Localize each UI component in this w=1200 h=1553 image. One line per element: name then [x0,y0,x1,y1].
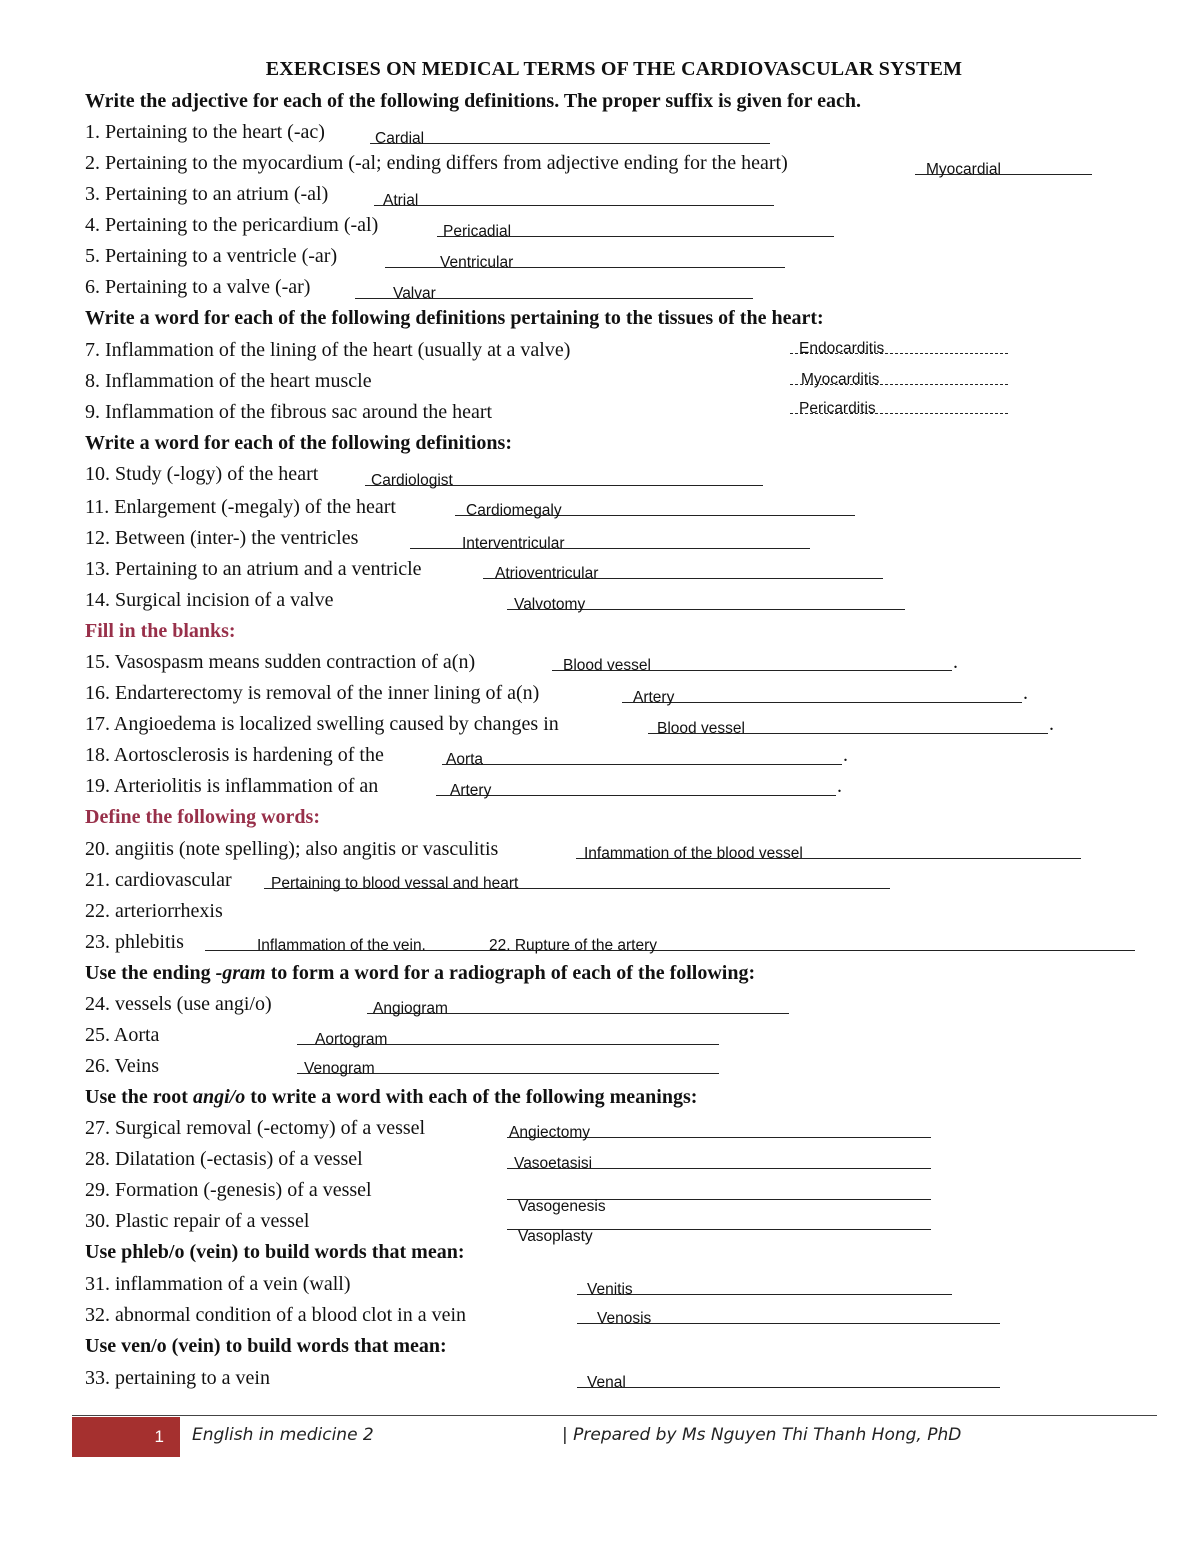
question-3: 3. Pertaining to an atrium (-al) [85,183,329,205]
question-5: 5. Pertaining to a ventricle (-ar) [85,245,338,267]
answer-18[interactable]: Aorta [446,751,484,768]
answer-21[interactable]: Pertaining to blood vessal and heart [271,875,519,892]
answer-27[interactable]: Angiectomy [509,1124,590,1141]
answer-line-1[interactable] [370,143,770,144]
heading-part: to write a word with each of the following meanings: [245,1086,698,1108]
period-16: . [1023,682,1028,704]
section-heading-gram [85,962,755,985]
question-11: 11. Enlargement (-megaly) of the heart [85,496,396,518]
answer-line-19[interactable] [436,795,836,796]
question-22: 22. arteriorrhexis [85,900,223,922]
question-33: 33. pertaining to a vein [85,1367,270,1389]
answer-12[interactable]: Interventricular [462,535,565,552]
answer-line-18[interactable] [442,764,842,765]
question-17: 17. Angioedema is localized swelling caused by changes in [85,713,559,735]
answer-15[interactable]: Blood vessel [563,657,651,674]
question-13: 13. Pertaining to an atrium and a ventricle [85,558,422,580]
question-21: 21. cardiovascular [85,869,232,891]
question-8: 8. Inflammation of the heart muscle [85,370,372,392]
section-heading-fill-blanks: Fill in the blanks: [85,620,236,642]
heading-part: Use the ending [85,962,216,984]
question-15: 15. Vasospasm means sudden contraction of a(n) [85,651,476,673]
answer-13[interactable]: Atrioventricular [495,565,599,582]
section-heading-tissues: Write a word for each of the following definitions pertaining to the tissues of the heart: [85,307,824,329]
question-7: 7. Inflammation of the lining of the heart (usually at a valve) [85,339,571,361]
page-number-badge [72,1417,180,1457]
heading-part: to form a word for a radiograph of each of the following: [265,962,756,984]
answer-24[interactable]: Angiogram [373,1000,448,1017]
answer-25[interactable]: Aortogram [315,1031,388,1048]
answer-16[interactable]: Artery [633,689,675,706]
period-15: . [953,651,958,673]
footer-divider [72,1415,1157,1416]
answer-line-3[interactable] [374,205,774,206]
page-number: 1 [154,1427,164,1446]
answer-7[interactable]: Endocarditis [799,340,885,357]
answer-5[interactable]: Ventricular [440,254,514,271]
period-18: . [843,744,848,766]
answer-11[interactable]: Cardiomegaly [466,502,562,519]
answer-19[interactable]: Artery [450,782,492,799]
answer-line-16[interactable] [622,702,1022,703]
question-2: 2. Pertaining to the myocardium (-al; ending differs from adjective ending for the heart) [85,152,788,174]
question-1: 1. Pertaining to the heart (-ac) [85,121,325,143]
section-heading-adjectives: Write the adjective for each of the following definitions. The proper suffix is given for each. [85,90,862,112]
question-12: 12. Between (inter-) the ventricles [85,527,359,549]
question-20: 20. angiitis (note spelling); also angitis or vasculitis [85,838,499,860]
question-26: 26. Veins [85,1055,160,1077]
page-title: EXERCISES ON MEDICAL TERMS OF THE CARDIOVASCULAR SYSTEM [265,58,963,80]
answer-31[interactable]: Venitis [587,1281,633,1298]
question-6: 6. Pertaining to a valve (-ar) [85,276,311,298]
answer-28[interactable]: Vasoetasisi [514,1155,593,1172]
answer-2[interactable]: Myocardial [926,161,1001,178]
answer-26[interactable]: Venogram [304,1060,375,1077]
period-19: . [837,775,842,797]
question-30: 30. Plastic repair of a vessel [85,1210,310,1232]
heading-term: -gram [215,962,266,984]
answer-line-33[interactable] [577,1387,1000,1388]
answer-30[interactable]: Vasoplasty [518,1228,593,1245]
question-16: 16. Endarterectomy is removal of the inner lining of a(n) [85,682,540,704]
answer-32[interactable]: Venosis [597,1310,652,1327]
answer-20[interactable]: Infammation of the blood vessel [584,845,803,862]
answer-line-31[interactable] [577,1294,952,1295]
section-heading-ven: Use ven/o (vein) to build words that mean: [85,1335,447,1357]
answer-23[interactable]: Inflammation of the vein. [257,937,426,954]
question-24: 24. vessels (use angi/o) [85,993,272,1015]
answer-9[interactable]: Pericarditis [799,400,876,417]
question-19: 19. Arteriolitis is inflammation of an [85,775,379,797]
answer-22[interactable]: 22. Rupture of the artery [489,937,658,954]
answer-17[interactable]: Blood vessel [657,720,745,737]
heading-term: angi/o [192,1086,246,1108]
answer-6[interactable]: Valvar [393,285,436,302]
footer-course: English in medicine 2 [192,1425,374,1445]
question-29: 29. Formation (-genesis) of a vessel [85,1179,372,1201]
answer-8[interactable]: Myocarditis [801,371,880,388]
question-23: 23. phlebitis [85,931,184,953]
answer-1[interactable]: Cardial [375,130,425,147]
question-9: 9. Inflammation of the fibrous sac around the heart [85,401,493,423]
answer-29[interactable]: Vasogenesis [518,1198,606,1215]
section-heading-angio [85,1086,697,1109]
question-18: 18. Aortosclerosis is hardening of the [85,744,384,766]
answer-33[interactable]: Venal [587,1374,626,1391]
period-17: . [1049,713,1054,735]
answer-3[interactable]: Atrial [383,192,419,209]
question-14: 14. Surgical incision of a valve [85,589,334,611]
question-25: 25. Aorta [85,1024,160,1046]
question-10: 10. Study (-logy) of the heart [85,463,319,485]
question-31: 31. inflammation of a vein (wall) [85,1273,351,1295]
question-4: 4. Pertaining to the pericardium (-al) [85,214,379,236]
heading-part: Use the root [85,1086,193,1108]
answer-4[interactable]: Pericadial [443,223,512,240]
question-28: 28. Dilatation (-ectasis) of a vessel [85,1148,363,1170]
section-heading-define-words: Define the following words: [85,806,320,828]
section-heading-phleb: Use phleb/o (vein) to build words that mean: [85,1241,465,1263]
question-27: 27. Surgical removal (-ectomy) of a vessel [85,1117,426,1139]
answer-14[interactable]: Valvotomy [514,596,586,613]
question-32: 32. abnormal condition of a blood clot in a vein [85,1304,467,1326]
answer-10[interactable]: Cardiologist [371,472,453,489]
footer-author: | Prepared by Ms Nguyen Thi Thanh Hong, PhD [562,1425,962,1445]
section-heading-definitions: Write a word for each of the following definitions: [85,432,513,454]
